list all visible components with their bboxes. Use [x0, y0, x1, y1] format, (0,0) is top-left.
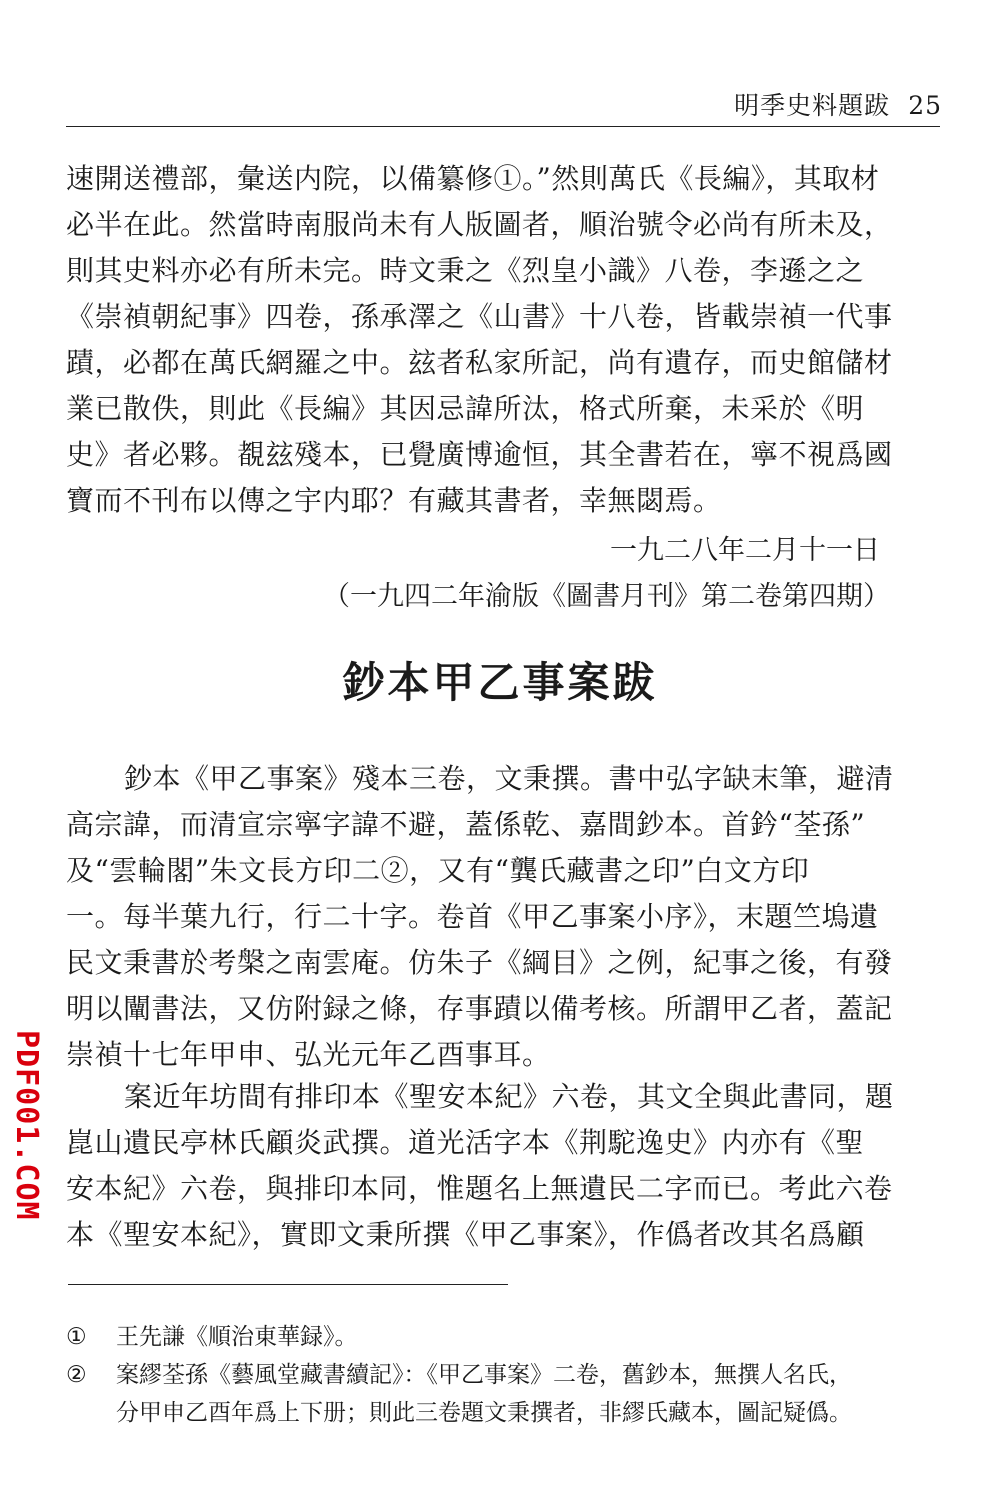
watermark: PDF001.COM — [9, 1030, 44, 1221]
text-line: 崑山遺民亭林氏顧炎武撰。道光活字本《荆駝逸史》内亦有《聖 — [66, 1126, 865, 1159]
footnote-1 — [66, 1318, 942, 1356]
text-line: 業已散佚，則此《長編》其因忌諱所汰，格式所棄，未采於《明 — [66, 392, 865, 425]
text-line: 民文秉書於考槃之南雲庵。仿朱子《綱目》之例，紀事之後，有發 — [66, 946, 893, 979]
text-line: 《崇禎朝紀事》四卷，孫承澤之《山書》十八卷，皆載崇禎一代事 — [66, 300, 893, 333]
text-line: 安本紀》六卷，與排印本同，惟題名上無遺民二字而已。考此六卷 — [66, 1172, 893, 1205]
text-line: 蹟，必都在萬氏網羅之中。玆者私家所記，尚有遺存，而史館儲材 — [66, 346, 893, 379]
page-number: 25 — [908, 91, 942, 120]
text-line: 及“雲輪閣”朱文長方印二②，又有“龔氏藏書之印”白文方印 — [66, 854, 810, 887]
footnote-2-continued: 分甲申乙酉年爲上下册；則此三卷題文秉撰者，非繆氏藏本，圖記疑僞。 — [116, 1400, 852, 1426]
text-line: 一。每半葉九行，行二十字。卷首《甲乙事案小序》，末題竺塢遺 — [66, 900, 879, 933]
footnote-2 — [66, 1356, 942, 1394]
text-line: 必半在此。然當時南服尚未有人版圖者，順治號令必尚有所未及， — [66, 208, 893, 241]
date-line: 一九二八年二月十一日 — [610, 535, 880, 566]
paragraph-1 — [66, 156, 942, 524]
footnote-text: 案繆荃孫《藝風堂藏書續記》：《甲乙事案》二卷，舊鈔本，無撰人名氏， — [116, 1362, 852, 1388]
footnote-text: 王先謙《順治東華録》。 — [116, 1324, 358, 1350]
text-line: 史》者必夥。覩玆殘本，已覺廣博逾恒，其全書若在，寧不視爲國 — [66, 438, 893, 471]
paragraph-2 — [66, 756, 942, 1078]
text-line: 則其史料亦必有所未完。時文秉之《烈皇小識》八卷，李遜之之 — [66, 254, 865, 287]
text-line: 崇禎十七年甲申、弘光元年乙酉事耳。 — [66, 1038, 551, 1071]
text-line: 鈔本《甲乙事案》殘本三卷，文秉撰。書中弘字缺末筆，避清 — [124, 762, 894, 795]
running-header — [734, 86, 942, 122]
text-line: 案近年坊間有排印本《聖安本紀》六卷，其文全與此書同，題 — [124, 1080, 894, 1113]
text-line: 速開送禮部，彙送内院，以備纂修①。”然則萬氏《長編》，其取材 — [66, 162, 880, 195]
text-line: 明以闡書法，又仿附録之條，存事蹟以備考核。所謂甲乙者，蓋記 — [66, 992, 893, 1025]
paragraph-3 — [66, 1074, 942, 1258]
footnotes — [66, 1318, 942, 1432]
text-line: 寶而不刊布以傳之宇内耶？有藏其書者，幸無閟焉。 — [66, 484, 722, 517]
source-line: （一九四二年渝版《圖書月刊》第二卷第四期） — [323, 581, 890, 612]
footnote-rule — [68, 1284, 508, 1285]
running-title: 明季史料題跋 — [734, 91, 891, 120]
text-line: 高宗諱，而清宣宗寧字諱不避，蓋係乾、嘉間鈔本。首鈐“荃孫” — [66, 808, 866, 841]
footnote-mark: ② — [66, 1362, 87, 1388]
text-line: 本《聖安本紀》，實即文秉所撰《甲乙事案》，作僞者改其名爲顧 — [66, 1218, 865, 1251]
footnote-mark: ① — [66, 1324, 87, 1350]
header-rule — [66, 126, 940, 127]
section-title: 鈔本甲乙事案跋 — [342, 658, 658, 707]
